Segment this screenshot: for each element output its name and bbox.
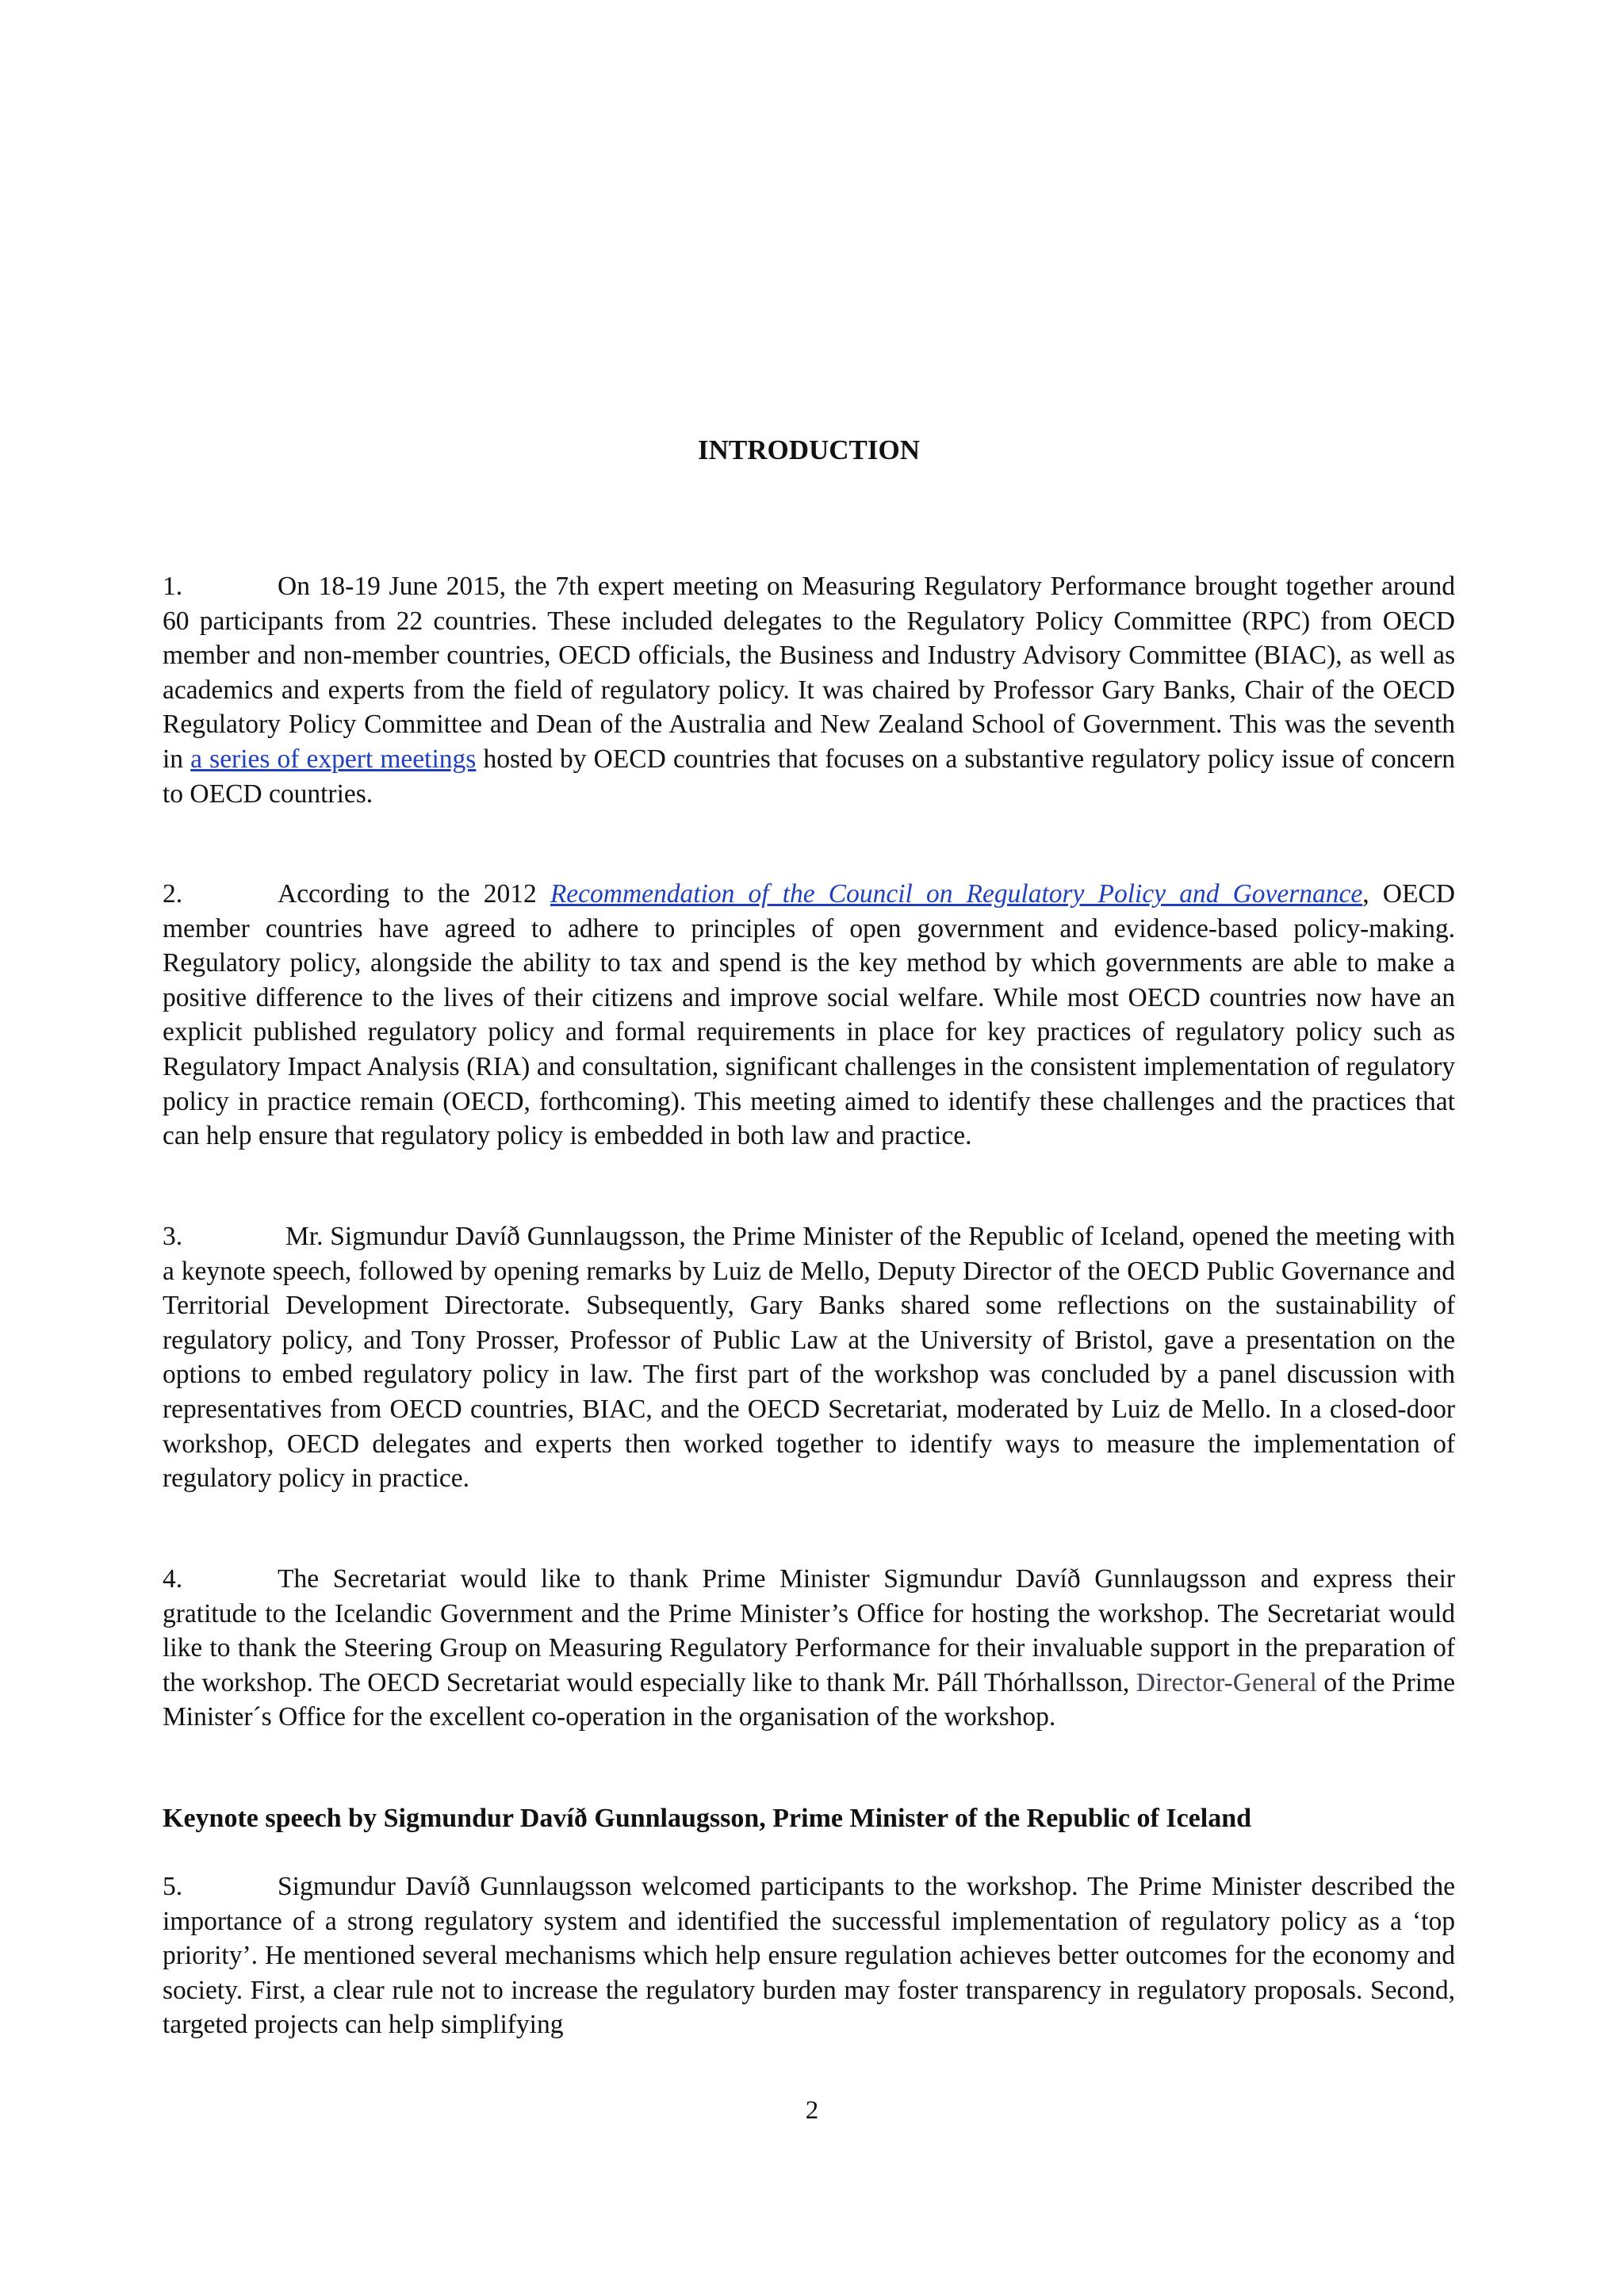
recommendation-link[interactable]: Recommendation of the Council on Regulatory Policy and Governance: [550, 879, 1363, 909]
keynote-subheading: Keynote speech by Sigmundur Davíð Gunnlaugsson, Prime Minister of the Republic of Iceland: [163, 1804, 1252, 1833]
section-heading: INTRODUCTION: [697, 434, 921, 465]
paragraph-5: [163, 1869, 1455, 2042]
paragraph-text: , OECD member countries have agreed to adhere to principles of open government and evidence-based policy-making. Regulatory policy, alongside the ability to tax and spend is the key method by which governments are able to make a positive difference to the lives of their citizens and improve social welfare. While most OECD countries now have an explicit published regulatory policy and formal requirements in place for key practices of regulatory policy such as Regulatory Impact Analysis (RIA) and consultation, significant challenges in the consistent implementation of regulatory policy in practice remain (OECD, forthcoming). This meeting aimed to identify these challenges and the practices that can help ensure that regulatory policy is embedded in both law and practice.: [163, 879, 1455, 1151]
paragraph-number: 4.: [163, 1564, 183, 1594]
paragraph-number: 3.: [163, 1222, 183, 1251]
paragraph-4: [163, 1562, 1455, 1735]
paragraph-text: Sigmundur Davíð Gunnlaugsson welcomed participants to the workshop. The Prime Minister described the importance of a strong regulatory system and identified the successful implementation of regulatory policy as a ‘top priority’. He mentioned several mechanisms which help ensure regulation achieves better outcomes for the economy and society. First, a clear rule not to increase the regulatory burden may foster transparency in regulatory proposals. Second, targeted projects can help simplifying: [163, 1872, 1455, 2040]
paragraph-text: The Secretariat would like to thank Prime Minister Sigmundur Davíð Gunnlaugsson and express their gratitude to the Icelandic Government and the Prime Minister’s Office for hosting the workshop. The Secretariat would like to thank the Steering Group on Measuring Regulatory Performance for their invaluable support in the preparation of the workshop. The OECD Secretariat would especially like to thank Mr. Páll Thórhallsson,: [163, 1564, 1455, 1697]
paragraph-text: Mr. Sigmundur Davíð Gunnlaugsson, the Prime Minister of the Republic of Iceland, opened the meeting with a keynote speech, followed by opening remarks by Luiz de Mello, Deputy Director of the OECD Public Governance and Territorial Development Directorate. Subsequently, Gary Banks shared some reflections on the sustainability of regulatory policy, and Tony Prosser, Professor of Public Law at the University of Bristol, gave a presentation on the options to embed regulatory policy in law. The first part of the workshop was concluded by a panel discussion with representatives from OECD countries, BIAC, and the OECD Secretariat, moderated by Luiz de Mello. In a closed-door workshop, OECD delegates and experts then worked together to identify ways to measure the implementation of regulatory policy in practice.: [163, 1222, 1455, 1494]
director-general-title: Director-General: [1136, 1667, 1317, 1697]
paragraph-1: [163, 569, 1455, 811]
paragraph-number: 5.: [163, 1872, 183, 1901]
paragraph-text: of the Prime Minister´s Office for the excellent co-operation in the organisation of the workshop.: [163, 1667, 1455, 1732]
paragraph-2: [163, 877, 1455, 1154]
page-number: 2: [805, 2096, 819, 2125]
paragraph-number: 2.: [163, 879, 183, 909]
paragraph-text: According to the 2012: [278, 879, 550, 909]
paragraph-text: On 18-19 June 2015, the 7th expert meeting on Measuring Regulatory Performance brought together around 60 participants from 22 countries. These included delegates to the Regulatory Policy Committee (RPC) from OECD member and non-member countries, OECD officials, the Business and Industry Advisory Committee (BIAC), as well as academics and experts from the field of regulatory policy. It was chaired by Professor Gary Banks, Chair of the OECD Regulatory Policy Committee and Dean of the Australia and New Zealand School of Government. This was the seventh in: [163, 572, 1455, 774]
expert-meetings-link[interactable]: a series of expert meetings: [190, 744, 477, 774]
paragraph-number: 1.: [163, 572, 183, 601]
paragraph-text: hosted by OECD countries that focuses on a substantive regulatory policy issue of concern to OECD countries.: [163, 744, 1455, 809]
paragraph-3: [163, 1219, 1455, 1496]
